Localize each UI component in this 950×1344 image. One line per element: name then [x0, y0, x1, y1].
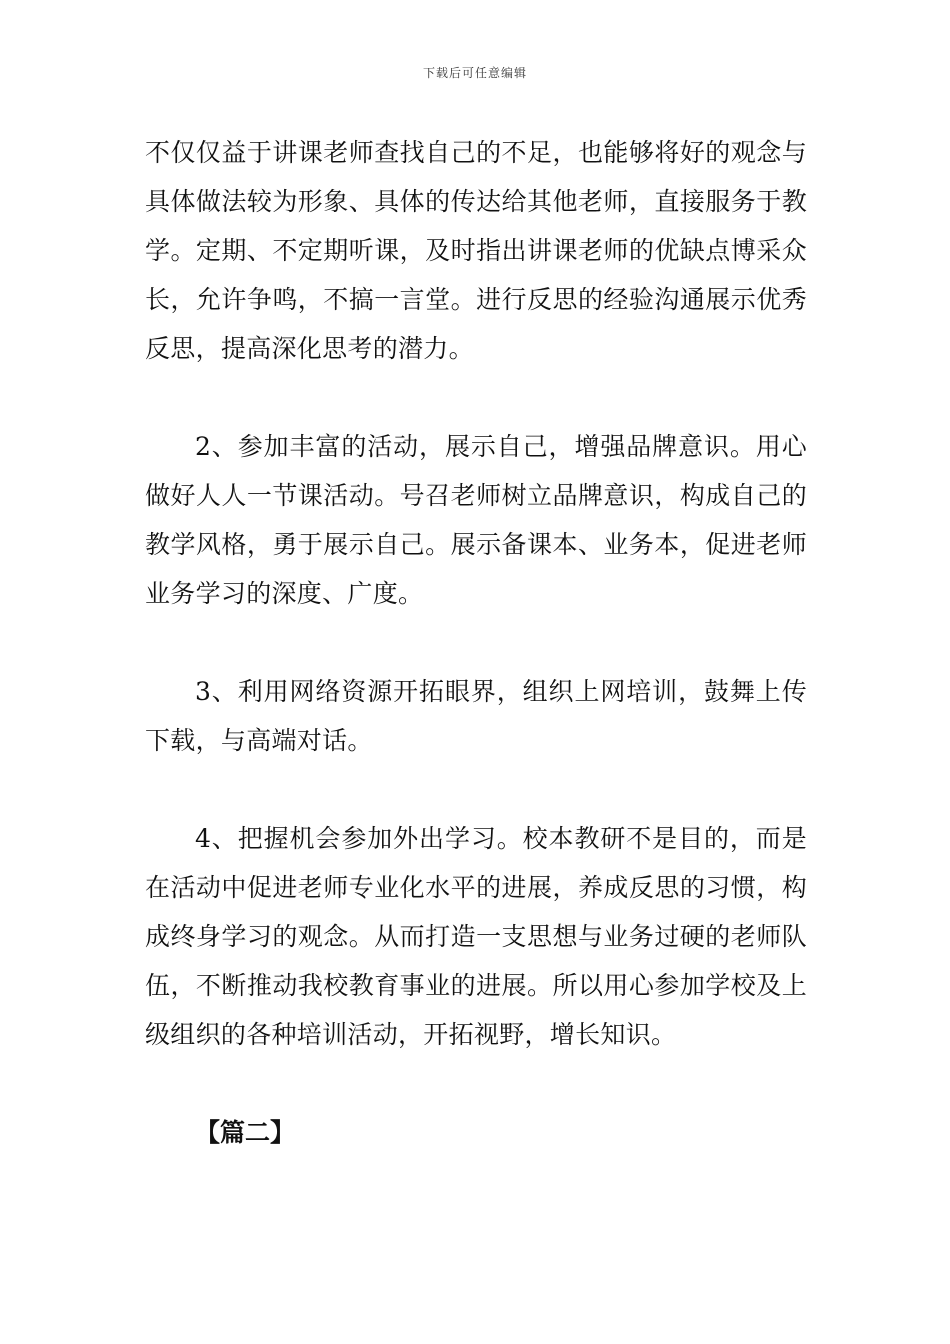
paragraph-4: 4、把握机会参加外出学习。校本教研不是目的，而是在活动中促进老师专业化水平的进展，养成反思的习惯，构成终身学习的观念。从而打造一支思想与业务过硬的老师队伍，不断推动我校教育事业的进展。所以用心参加学校及上级组织的各种培训活动，开拓视野，增长知识。 — [145, 824, 807, 1049]
paragraph-spacer — [145, 373, 807, 422]
section-title: 【篇二】 — [195, 1118, 296, 1147]
paragraph-spacer — [145, 618, 807, 667]
paragraph-spacer — [145, 765, 807, 814]
paragraph-spacer — [145, 1059, 807, 1108]
paragraph-2: 2、参加丰富的活动，展示自己，增强品牌意识。用心做好人人一节课活动。号召老师树立品牌意识，构成自己的教学风格，勇于展示自己。展示备课本、业务本，促进老师业务学习的深度、广度。 — [145, 432, 807, 608]
paragraph-1: 不仅仅益于讲课老师查找自己的不足，也能够将好的观念与具体做法较为形象、具体的传达给其他老师，直接服务于教学。定期、不定期听课，及时指出讲课老师的优缺点博采众长，允许争鸣，不搞一言堂。进行反思的经验沟通展示优秀反思，提高深化思考的潜力。 — [145, 138, 807, 363]
document-body — [145, 128, 807, 1157]
page-header: 下载后可任意编辑 — [422, 66, 527, 80]
paragraph-3: 3、利用网络资源开拓眼界，组织上网培训，鼓舞上传下载，与高端对话。 — [145, 677, 807, 755]
